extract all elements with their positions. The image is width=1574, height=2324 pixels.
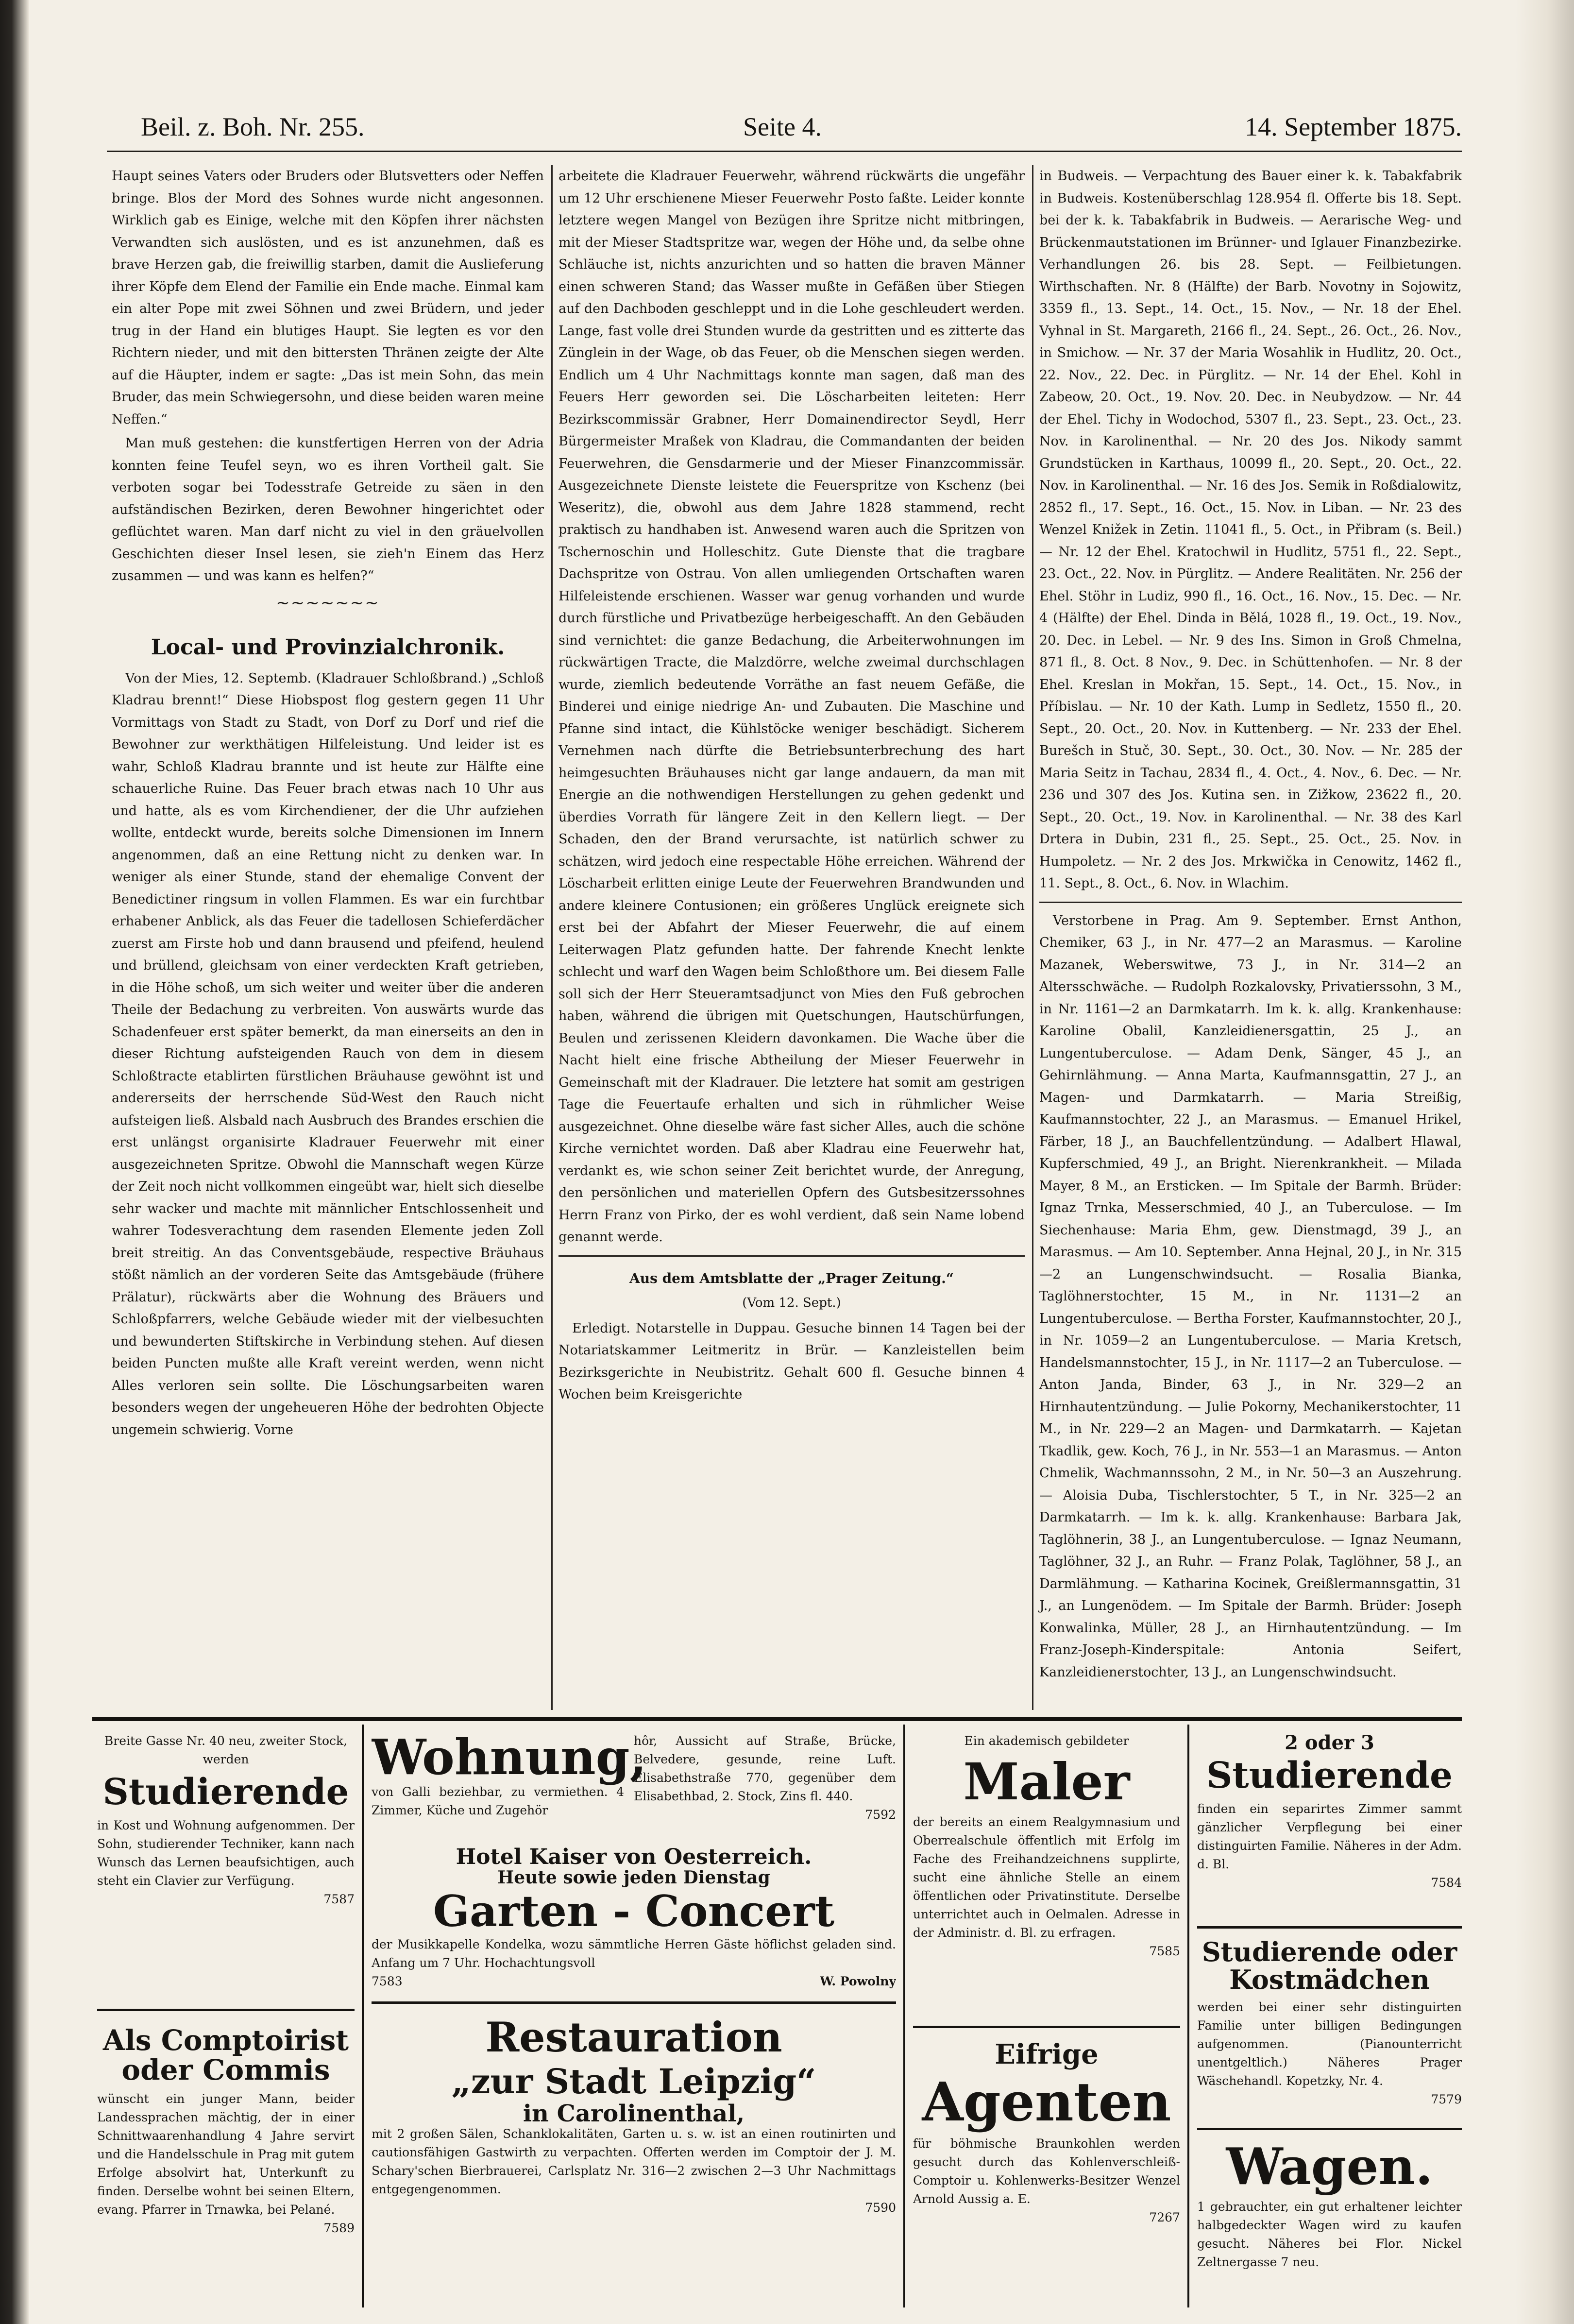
ad-intro: Ein akademisch gebildeter bbox=[964, 1734, 1129, 1748]
ad-kostmaedchen bbox=[1197, 1933, 1462, 2123]
column-divider bbox=[551, 165, 553, 1710]
ad-text: der bereits an einem Realgymnasium und Oberrealschule öffentlich mit Erfolg im Fache des Freihandzeichnens supplirte, sucht eine ähnliche Stelle an einem öffentlichen oder Privatinstitute. Derselbe unterrichtet auch in Oelmalen. Adresse in der Administr. d. Bl. zu erfragen. bbox=[913, 1815, 1180, 1940]
ad-restaurant-name: „zur Stadt Leipzig“ bbox=[451, 2061, 816, 2102]
ad-place: in Carolinenthal, bbox=[523, 2100, 745, 2127]
ad-side-text: hôr, Aussicht auf Straße, Brücke, Belvedere, gesunde, reine Luft. Elisabethstraße 770, gegenüber dem Elisabethbad, 2. Stock, Zins fl. 440. bbox=[634, 1734, 896, 1803]
ad-number: 7583 bbox=[372, 1974, 403, 1989]
ad-title: Garten - Concert bbox=[433, 1886, 835, 1936]
ad-number: 7584 bbox=[1431, 1875, 1462, 1890]
ad-signature: W. Powolny bbox=[820, 1974, 896, 1989]
ad-line: Heute sowie jeden Dienstag bbox=[497, 1867, 770, 1888]
ad-divider bbox=[97, 2009, 355, 2011]
column-divider bbox=[1032, 165, 1033, 1710]
ad-intro: Breite Gasse Nr. 40 neu, zweiter Stock, werden bbox=[104, 1734, 348, 1766]
ad-garden-concert bbox=[372, 1846, 896, 1997]
ad-title: Wohnung, bbox=[372, 1732, 647, 1786]
ad-text: werden bei einer sehr distinguirten Familie unter billigen Bedingungen aufgenommen. (Pianounterricht unentgeltlich.) Näheres Prager Wäschehandl. Kopetzky, Nr. 4. bbox=[1197, 2000, 1462, 2088]
ad-number: 7587 bbox=[323, 1892, 355, 1906]
header-date: 14. September 1875. bbox=[1245, 112, 1462, 141]
ad-divider bbox=[372, 2001, 896, 2004]
ad-restauration bbox=[372, 2011, 896, 2303]
divider bbox=[1039, 902, 1462, 903]
ad-wagen bbox=[1197, 2135, 1462, 2305]
ad-text: finden ein separirtes Zimmer sammt gänzlicher Verpflegung bei einer distinguirten Familie. Näheres in der Adm. d. Bl. bbox=[1197, 1801, 1462, 1871]
article-paragraph: Von der Mies, 12. Septemb. (Kladrauer Schloßbrand.) „Schloß Kladrau brennt!“ Diese Hiobspost flog gestern gegen 11 Uhr Vormittags von Stadt zu Stadt, von Dorf zu Dorf und rief die Bewohner zur werkthätigen Hilfeleistung. Und leider ist es wahr, Schloß Kladrau brannte und ist heute zur Hälfte eine schauerliche Ruine. Das Feuer brach etwas nach 10 Uhr aus und hatte, als es vom Kirchendiener, der die Uhr aufziehen wollte, entdeckt wurde, bereits solche Dimensionen im Innern angenommen, daß an eine Rettung nicht zu denken war. In weniger als einer Stunde, stand der ehemalige Convent der Benedictiner ringsum in vollen Flammen. Es war ein furchtbar erhabener Anblick, als das Feuer die tadellosen Schieferdächer zuerst am Firste hob und dann brausend und pfeifend, heulend und brüllend, gleichsam von einer verdeckten Kraft getrieben, in die Höhe schoß, um sich weiter und weiter über die anderen Theile der Bedachung zu verbreiten. Von auswärts wurde das Schadenfeuer erst später bemerkt, da man einerseits an den in dieser Richtung aufsteigenden Rauch von dem in diesem Schloßtracte etablirten fürstlichen Bräuhause gewöhnt ist und andererseits der herrschende Süd-West den Rauch nicht aufsteigen ließ. Alsbald nach Ausbruch des Brandes erschien die erst unlängst organisirte Kladrauer Feuerwehr mit einer ausgezeichneten Spritze. Obwohl die Mannschaft wegen Kürze der Zeit noch nicht vollkommen eingeübt war, hielt sich dieselbe sehr wacker und machte mit männlicher Entschlossenheit und wahrer Todesverachtung dem rasenden Elemente jeden Zoll breit streitig. An das Conventsgebäude, respective Bräuhaus stößt nämlich an der vorderen Seite das Amtsgebäude (frühere Prälatur), rückwärts aber die Wohnung des Bräuers und Schloßpfarrers, welche Gebäude wieder mit der vielbesuchten und bewunderten Stiftskirche in Verbindung stehen. Auf diesen beiden Puncten mußte alle Kraft vereint werden, wenn nicht Alles verloren sein sollte. Die Löschungsarbeiten waren besonders wegen der ungeheueren Höhe der bedrohten Objecte ungemein schwierig. Vorne bbox=[112, 670, 544, 1437]
page-edge-left bbox=[0, 0, 29, 2324]
ad-column-divider bbox=[362, 1725, 364, 2307]
ad-line: 2 oder 3 bbox=[1285, 1732, 1374, 1754]
article-paragraph: arbeitete die Kladrauer Feuerwehr, während rückwärts die ungefähr um 12 Uhr erschienene Mieser Feuerwehr Posto faßte. Leider konnte letztere wegen Mangel von Bezügen ihre Spritze nicht mitbringen, mit der Mieser Stadtspritze war, wegen der Höhe und, da selbe ohne Schläuche ist, nichts anzurichten und so hatten die braven Männer einen schweren Stand; das Wasser mußte in Gefäßen über Stiegen auf den Dachboden geschleppt und in die Lohe geschleudert werden. Lange, fast volle drei Stunden wurde da gestritten und es zitterte das Zünglein in der Wage, ob das Feuer, ob die Menschen siegen werden. Endlich um 4 Uhr Nachmittags konnte man sagen, daß man des Feuers Herr geworden sei. Die Löscharbeiten leiteten: Herr Bezirkscommissär Grabner, Herr Domainendirector Seydl, Herr Bürgermeister Mraßek von Kladrau, die Commandanten der beiden Feuerwehren, die Gensdarmerie und der Mieser Finanzcommissär. Ausgezeichnete Dienste leistete die Feuerspritze von Kschenz (bei Weseritz), die, obwohl aus dem Jahre 1828 stammend, recht praktisch zu handhaben ist. Anwesend waren auch die Spritzen von Tschernoschin und Holleschitz. Gute Dienste that die tragbare Dachspritze von Ostrau. Von allen umliegenden Ortschaften waren Hilfeleistende erschienen. Wasser war genug vorhanden und wurde durch fürstliche und Privatbezüge herbeigeschafft. An den Gebäuden sind vernichtet: die ganze Bedachung, die Arbeiterwohnungen im rückwärtigen Tracte, die Malzdörre, welche zweimal durchschlagen wurde, ziemlich bedeutende Vorräthe an fast neuem Gefäße, die Binderei und einige niedrige An- und Zubauten. Die Maschine und Pfanne sind intact, die Kühlstöcke weniger beschädigt. Sicherem Vernehmen nach dürfte die Betriebsunterbrechung des hart heimgesuchten Bräuhauses nicht gar lange andauern, da man mit Energie an die nothwendigen Herstellungen zu gehen gedenkt und überdies Vorrath für längere Zeit in den Kellern liegt. — Der Schaden, den der Brand verursachte, ist natürlich schwer zu schätzen, wird jedoch eine respectable Höhe erreichen. Während der Löscharbeit erlitten einige Leute der Feuerwehren Brandwunden und andere kleinere Contusionen; ein größeres Unglück ereignete sich erst bei der Abfahrt der Mieser Feuerwehr, die auf einem Leiterwagen Platz gefunden hatte. Der fahrende Knecht lenkte schlecht und warf den Wagen beim Schloßthore um. Bei diesem Falle soll sich der Herr Steueramtsadjunct von Mies den Fuß gebrochen haben, während die übrigen mit Quetschungen, Hautschürfungen, Beulen und zerissenen Kleidern davonkamen. Die Wache über die Nacht hielt eine frische Abtheilung der Mieser Feuerwehr in Gemeinschaft mit der Kladrauer. Die letztere hat somit am gestrigen Tage die Feuertaufe erhalten und sich in rühmlicher Weise ausgezeichnet. Ohne dieselbe wäre fast sicher Alles, auch die schöne Kirche vernichtet worden. Daß aber Kladrau eine Feuerwehr hat, verdankt es, wie schon seiner Zeit berichtet wurde, der Anregung, den persönlichen und materiellen Opfern des Gutsbesitzerssohnes Herrn Franz von Pirko, der es wohl verdient, daß sein Name lobend genannt werde. bbox=[559, 169, 1025, 1245]
section-divider: ~~~~~~~ bbox=[276, 593, 380, 613]
advertisement-rule bbox=[92, 1717, 1462, 1721]
ad-text: mit 2 großen Sälen, Schanklokalitäten, Garten u. s. w. ist an einen routinirten und cautionsfähigen Gastwirth zu verpachten. Offerten werden im Comptoir der J. M. Schary'schen Bierbrauerei, Carlsplatz Nr. 316—2 zwischen 2—3 Uhr Nachmittags entgegengenommen. bbox=[372, 2126, 896, 2196]
article-paragraph: Man muß gestehen: die kunstfertigen Herren von der Adria konnten feine Teufel seyn, wo es ihren Vortheil galt. Sie verboten sogar bei Todesstrafe Getreide zu säen in den aufständischen Bezirken, deren Bewohner hingerichtet oder geflüchtet waren. Man darf nicht zu viel in den gräuelvollen Geschichten dieser Insel lesen, sie zieh'n Einem das Herz zusammen — und was kann es helfen?“ bbox=[112, 436, 544, 583]
ad-divider bbox=[1197, 2128, 1462, 2130]
ad-title: Studierende bbox=[1206, 1755, 1453, 1796]
ad-number: 7590 bbox=[865, 2200, 896, 2215]
ad-wohnung bbox=[372, 1732, 896, 1844]
gazette-heading: Aus dem Amtsblatte der „Prager Zeitung.“ bbox=[629, 1270, 954, 1286]
ad-studierende-2 bbox=[1197, 1732, 1462, 1924]
page-header bbox=[92, 112, 1462, 151]
header-rule bbox=[107, 151, 1462, 152]
gazette-date: (Vom 12. Sept.) bbox=[742, 1296, 841, 1310]
ad-comptoirist bbox=[97, 2021, 355, 2303]
page-edge-right bbox=[1516, 0, 1574, 2324]
ad-title: Maler bbox=[963, 1752, 1130, 1811]
article-paragraph: Haupt seines Vaters oder Bruders oder Blutsvetters oder Neffen bringe. Blos der Mord des Sohnes wurde nicht angesonnen. Wirklich gab es Einige, welche mit den Köpfen ihrer nächsten Verwandten sich auslösten, und es ist anzunehmen, daß es brave Herzen gab, die freiwillig starben, damit die Auslieferung ihrer Köpfe dem Elend der Familie ein Ende mache. Einmal kam ein alter Pope mit zwei Söhnen und zwei Brüdern, und jeder trug in der Hand ein blutiges Haupt. Sie legten es vor den Richtern nieder, und mit den bittersten Thränen zeigte der Alte auf die Häupter, indem er sagte: „Das ist mein Sohn, das mein Bruder, das mein Schwiegersohn, und diese beiden waren meine Neffen.“ bbox=[112, 169, 544, 427]
ad-text: in Kost und Wohnung aufgenommen. Der Sohn, studierender Techniker, kann nach Wunsch das Lernen beaufsichtigen, auch steht ein Clavier zur Verfügung. bbox=[97, 1818, 355, 1888]
column-3 bbox=[1039, 165, 1462, 1710]
ad-text: wünscht ein junger Mann, beider Landessprachen mächtig, der in einer Schnittwaarenhandlung 4 Jahre servirt und die Handelsschule in Prag mit gutem Erfolge absolvirt hat, Unterkunft zu finden. Derselbe wohnt bei seinen Eltern, evang. Pfarrer in Trnawka, bei Pelané. bbox=[97, 2091, 355, 2217]
ad-number: 7592 bbox=[865, 1808, 896, 1822]
ad-text: von Galli beziehbar, zu vermiethen. 4 Zimmer, Küche und Zugehör bbox=[372, 1785, 624, 1817]
auction-list: in Budweis. — Verpachtung des Bauer einer k. k. Tabakfabrik in Budweis. Kostenüberschlag 128.954 fl. Offerte bis 18. Sept. bei der k. k. Tabakfabrik in Budweis. — Aerarische Weg- und Brückenmautstationen im Brünner- und Iglauer Finanzbezirke. Verhandlungen 26. bis 28. Sept. — Feilbietungen. Wirthschaften. Nr. 8 (Hälfte) der Barb. Novotny in Sojowitz, 3359 fl., 13. Sept., 14. Oct., 15. Nov., — Nr. 18 der Ehel. Vyhnal in St. Margareth, 2166 fl., 24. Sept., 26. Oct., 26. Nov., in Smichow. — Nr. 37 der Maria Wosahlik in Hudlitz, 20. Oct., 22. Nov., 22. Dec. in Pürglitz. — Nr. 14 der Ehel. Kohl in Zabeow, 20. Oct., 19. Nov. 20. Dec. in Neubydzow. — Nr. 44 der Ehel. Tichy in Wodochod, 5307 fl., 23. Sept., 23. Oct., 23. Nov. in Karolinenthal. — Nr. 20 des Jos. Nikody sammt Grundstücken in Karthaus, 10099 fl., 20. Sept., 20. Oct., 22. Nov. in Karolinenthal. — Nr. 16 des Jos. Semik in Roßdialowitz, 2852 fl., 17. Sept., 16. Oct., 15. Nov. in Liban. — Nr. 23 des Wenzel Knižek in Zetin. 11041 fl., 5. Oct., in Přibram (s. Beil.) — Nr. 12 der Ehel. Kratochwil in Hudlitz, 5751 fl., 22. Sept., 23. Oct., 22. Nov. in Pürglitz. — Andere Realitäten. Nr. 256 der Ehel. Stöhr in Ludiz, 990 fl., 16. Oct., 16. Nov., 15. Dec. — Nr. 4 (Hälfte) der Ehel. Dinda in Bělá, 1028 fl., 19. Oct., 19. Nov., 20. Dec. in Lebel. — Nr. 9 des Ins. Simon in Groß Chmelna, 871 fl., 8. Oct. 8 Nov., 9. Dec. in Schüttenhofen. — Nr. 8 der Ehel. Kreslan in Mokřan, 15. Sept., 14. Oct., 15. Nov., in Příbislau. — Nr. 10 der Kath. Lump in Sedletz, 1550 fl., 20. Sept., 20. Oct., 20. Nov. in Kuttenberg. — Nr. 233 der Ehel. Burešch in Stuč, 30. Sept., 30. Oct., 30. Nov. — Nr. 285 der Maria Seitz in Tachau, 2834 fl., 4. Oct., 4. Nov., 6. Dec. — Nr. 236 und 307 des Jos. Kutina sen. in Zižkow, 23622 fl., 20. Sept., 20. Oct., 19. Nov. in Karolinenthal. — Nr. 38 des Karl Drtera in Dubin, 231 fl., 25. Sept., 25. Oct., 25. Nov. in Humpoletz. — Nr. 2 des Jos. Mrkwička in Cenowitz, 1462 fl., 11. Sept., 8. Oct., 6. Nov. in Wlachim. bbox=[1039, 169, 1462, 891]
ad-title: Restauration bbox=[485, 2013, 782, 2061]
gazette-paragraph: Erledigt. Notarstelle in Duppau. Gesuche binnen 14 Tagen bei der Notariatskammer Leitmeritz in Brür. — Kanzleistellen beim Bezirksgerichte in Neubistritz. Gehalt 600 fl. Gesuche binnen 4 Wochen beim Kreisgerichte bbox=[559, 1320, 1025, 1402]
ad-text: für böhmische Braunkohlen werden gesucht durch das Kohlenverschleiß-Comptoir u. Kohlenwerks-Besitzer Wenzel Arnold Aussig a. E. bbox=[913, 2136, 1180, 2206]
ad-title: Studierende oder Kostmädchen bbox=[1202, 1936, 1457, 1995]
ad-title: Studierende bbox=[102, 1771, 349, 1813]
section-title: Local- und Provinzialchronik. bbox=[151, 635, 505, 660]
divider bbox=[559, 1255, 1025, 1257]
ad-column-divider bbox=[1187, 1725, 1189, 2307]
ad-divider bbox=[1197, 1926, 1462, 1929]
ad-number: 7579 bbox=[1431, 2092, 1462, 2107]
ad-text: 1 gebrauchter, ein gut erhaltener leichter halbgedeckter Wagen wird zu kaufen gesucht. Näheres bei Flor. Nickel Zeltnergasse 7 neu. bbox=[1197, 2200, 1462, 2270]
newspaper-page bbox=[92, 97, 1462, 2312]
ad-agenten bbox=[913, 2035, 1180, 2303]
ad-number: 7267 bbox=[1149, 2210, 1180, 2225]
ad-hotel-name: Hotel Kaiser von Oesterreich. bbox=[456, 1846, 812, 1869]
header-issue: Beil. z. Boh. Nr. 255. bbox=[141, 112, 365, 141]
ad-studierende-1 bbox=[97, 1732, 355, 2004]
ad-title: Wagen. bbox=[1226, 2136, 1433, 2196]
ad-number: 7589 bbox=[323, 2221, 355, 2235]
ad-text: der Musikkapelle Kondelka, wozu sämmtliche Herren Gäste höflichst geladen sind. Anfang um 7 Uhr. Hochachtungsvoll bbox=[372, 1937, 896, 1970]
ad-divider bbox=[913, 2026, 1180, 2028]
column-2 bbox=[559, 165, 1025, 1710]
ad-number: 7585 bbox=[1149, 1944, 1180, 1959]
ad-maler bbox=[913, 1732, 1180, 2023]
ad-title: Agenten bbox=[922, 2070, 1171, 2133]
header-page-number: Seite 4. bbox=[743, 112, 822, 141]
deaths-list: Verstorbene in Prag. Am 9. September. Ernst Anthon, Chemiker, 63 J., in Nr. 477—2 an Marasmus. — Karoline Mazanek, Weberswitwe, 73 J., in Nr. 314—2 an Altersschwäche. — Rudolph Rozkalovsky, Privatierssohn, 3 M., in Nr. 1161—2 an Darmkatarrh. Im k. k. allg. Krankenhause: Karoline Obalil, Kanzleidienersgattin, 25 J., an Lungentuberculose. — Adam Denk, Sänger, 45 J., an Gehirnlähmung. — Anna Marta, Kaufmannsgattin, 27 J., an Magen- und Darmkatarrh. — Maria Streißig, Kaufmannstochter, 22 J., an Marasmus. — Emanuel Hrikel, Färber, 18 J., an Bauchfellentzündung. — Adalbert Hlawal, Kupferschmied, 49 J., an Bright. Nierenkrankheit. — Milada Mayer, 8 M., an Ersticken. — Im Spitale der Barmh. Brüder: Ignaz Trnka, Messerschmied, 40 J., an Tuberculose. — Im Siechenhause: Maria Ehm, gew. Dienstmagd, 39 J., an Marasmus. — Am 10. September. Anna Hejnal, 20 J., in Nr. 315—2 an Lungenschwindsucht. — Rosalia Bianka, Taglöhnerstochter, 15 M., in Nr. 1131—2 an Lungentuberculose. — Bertha Forster, Kaufmannstochter, 20 J., in Nr. 1059—2 an Lungentuberculose. — Maria Kretsch, Handelsmannstochter, 15 J., in Nr. 1117—2 an Tuberculose. — Anton Janda, Binder, 63 J., in Nr. 329—2 an Hirnhautentzündung. — Julie Pokorny, Mechanikerstochter, 11 M., in Nr. 229—2 an Magen- und Darmkatarrh. — Kajetan Tkadlik, gew. Koch, 76 J., in Nr. 553—1 an Marasmus. — Anton Chmelik, Wachmannssohn, 2 M., in Nr. 50—3 an Auszehrung. — Aloisia Duba, Tischlerstochter, 5 T., in Nr. 325—2 an Darmkatarrh. — Im k. k. allg. Krankenhause: Barbara Jak, Taglöhnerin, 38 J., an Lungentuberculose. — Ignaz Neumann, Taglöhner, 32 J., an Ruhr. — Franz Polak, Taglöhner, 58 J., an Darmlähmung. — Katharina Kocinek, Greißlermannsgattin, 31 J., an Lungenödem. — Im Spitale der Barmh. Brüder: Joseph Konwalinka, Müller, 28 J., an Hirnhautentzündung. — Im Franz-Joseph-Kinderspitale: Antonia Seifert, Kanzleidienerstochter, 13 J., an Lungenschwindsucht. bbox=[1039, 913, 1462, 1680]
ad-line: Eifrige bbox=[995, 2038, 1099, 2070]
ad-title: Als Comptoirist oder Commis bbox=[102, 2024, 349, 2086]
ad-column-divider bbox=[903, 1725, 905, 2307]
column-1 bbox=[112, 165, 544, 1710]
